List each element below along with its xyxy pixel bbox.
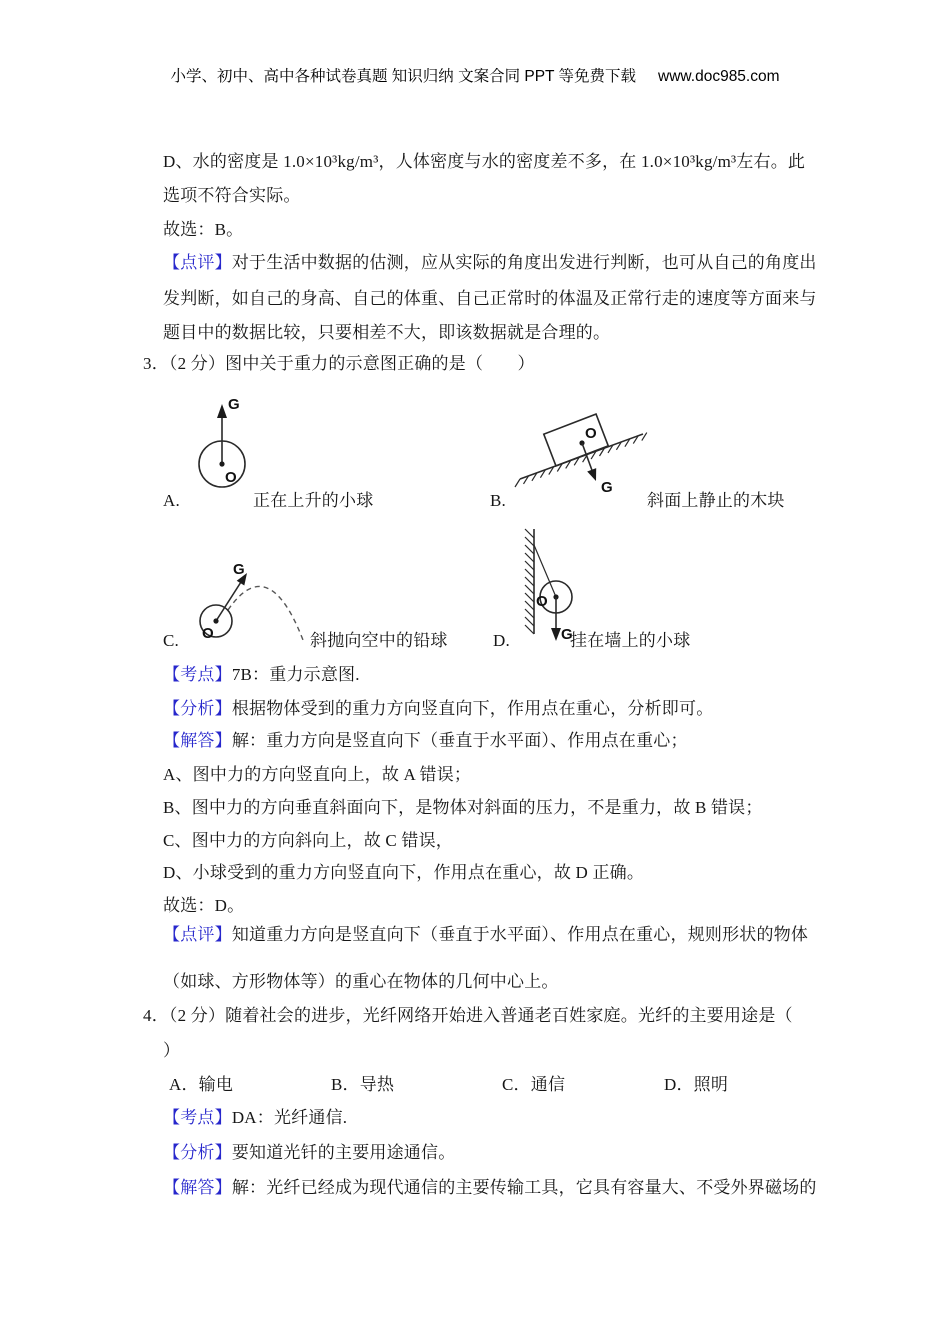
option-c: C．通信 [502, 1075, 566, 1094]
kaodian-line: 【考点】7B：重力示意图. [163, 665, 360, 684]
jieda-line: 【解答】解：重力方向是竖直向下（垂直于水平面）、作用点在重心； [163, 731, 688, 750]
center-label-o: O [225, 469, 237, 486]
trajectory-dashed-curve [228, 586, 303, 640]
diagram-a-rising-ball [185, 385, 265, 500]
force-label-g: G [601, 479, 613, 496]
header-tagline: 小学、初中、高中各种试卷真题 知识归纳 文案合同 PPT 等免费下载 [170, 68, 637, 85]
kaodian-line: 【考点】DA：光纤通信. [163, 1108, 348, 1127]
annotation-tag: 【点评】 [163, 253, 232, 272]
annotation-tag: 【分析】 [163, 699, 232, 718]
option-d: D．照明 [664, 1075, 729, 1094]
text-line: D、小球受到的重力方向竖直向下，作用点在重心，故 D 正确。 [163, 863, 645, 882]
annotation-tag: 【分析】 [163, 1143, 232, 1162]
annotation-tag: 【考点】 [163, 1108, 232, 1127]
text-line: C、图中力的方向斜向上，故 C 错误， [163, 831, 453, 850]
site-header [0, 64, 950, 86]
annotation-tag: 【解答】 [163, 1178, 232, 1197]
text-line: 题目中的数据比较，只要相差不大，即该数据就是合理的。 [163, 323, 611, 342]
text-line: 发判断，如自己的身高、自己的体重、自己正常时的体温及正常行走的速度等方面来与 [163, 289, 817, 308]
center-label-o: O [202, 625, 214, 642]
jieda-line: 【解答】解：光纤已经成为现代通信的主要传输工具，它具有容量大、不受外界磁场的 [163, 1178, 817, 1197]
annotation-tag: 【考点】 [163, 665, 232, 684]
comment-line: 【点评】知道重力方向是竖直向下（垂直于水平面）、作用点在重心，规则形状的物体 [163, 925, 809, 944]
text-line: ） [163, 1041, 181, 1060]
option-a: A．输电 [169, 1075, 234, 1094]
text-line: （如球、方形物体等）的重心在物体的几何中心上。 [163, 972, 559, 991]
arrow-down-icon [551, 628, 561, 641]
center-label-o: O [536, 593, 548, 610]
diagram-d-caption: 挂在墙上的小球 [570, 631, 691, 650]
text-line: B、图中力的方向垂直斜面向下，是物体对斜面的压力，不是重力，故 B 错误； [163, 798, 763, 817]
force-label-g: G [228, 396, 240, 413]
block [544, 414, 608, 466]
force-label-g: G [233, 561, 245, 578]
question-4-title: 4．（2 分）随着社会的进步，光纤网络开始进入普通老百姓家庭。光纤的主要用途是（ [143, 1006, 793, 1025]
arrow-up-icon [217, 404, 227, 418]
string-line [534, 545, 556, 597]
question-3-title: 3．（2 分）图中关于重力的示意图正确的是（ ） [143, 354, 535, 373]
diagram-d-letter: D. [493, 631, 510, 650]
diagram-c-projectile-ball [185, 550, 320, 655]
wall-hatching [525, 529, 534, 634]
diagram-c-letter: C. [163, 631, 179, 650]
arrow-down-right-icon [587, 468, 596, 481]
diagram-b-incline-block [505, 400, 660, 508]
answer-line: 故选：D。 [163, 896, 245, 915]
diagram-a-letter: A. [163, 491, 180, 510]
fenxi-line: 【分析】要知道光钎的主要用途通信。 [163, 1143, 456, 1162]
answer-line: 故选：B。 [163, 220, 244, 239]
header-url: www.doc985.com [658, 68, 780, 85]
text-line: A、图中力的方向竖直向上，故 A 错误； [163, 765, 472, 784]
annotation-tag: 【解答】 [163, 731, 232, 750]
text-line: D、水的密度是 1.0×10³kg/m³，人体密度与水的密度差不多，在 1.0×10³kg/m³左右。此 [163, 152, 806, 171]
diagram-c-caption: 斜抛向空中的铅球 [310, 631, 448, 650]
annotation-tag: 【点评】 [163, 925, 232, 944]
option-b: B．导热 [331, 1075, 395, 1094]
fenxi-line: 【分析】根据物体受到的重力方向竖直向下，作用点在重心，分析即可。 [163, 699, 714, 718]
comment-line: 【点评】对于生活中数据的估测，应从实际的角度出发进行判断，也可从自己的角度出 [163, 253, 817, 272]
text-line: 选项不符合实际。 [163, 186, 301, 205]
force-label-g: G [561, 626, 573, 643]
diagram-b-letter: B. [490, 491, 506, 510]
diagram-a-caption: 正在上升的小球 [253, 491, 374, 510]
center-label-o: O [585, 425, 597, 442]
diagram-b-caption: 斜面上静止的木块 [647, 491, 785, 510]
